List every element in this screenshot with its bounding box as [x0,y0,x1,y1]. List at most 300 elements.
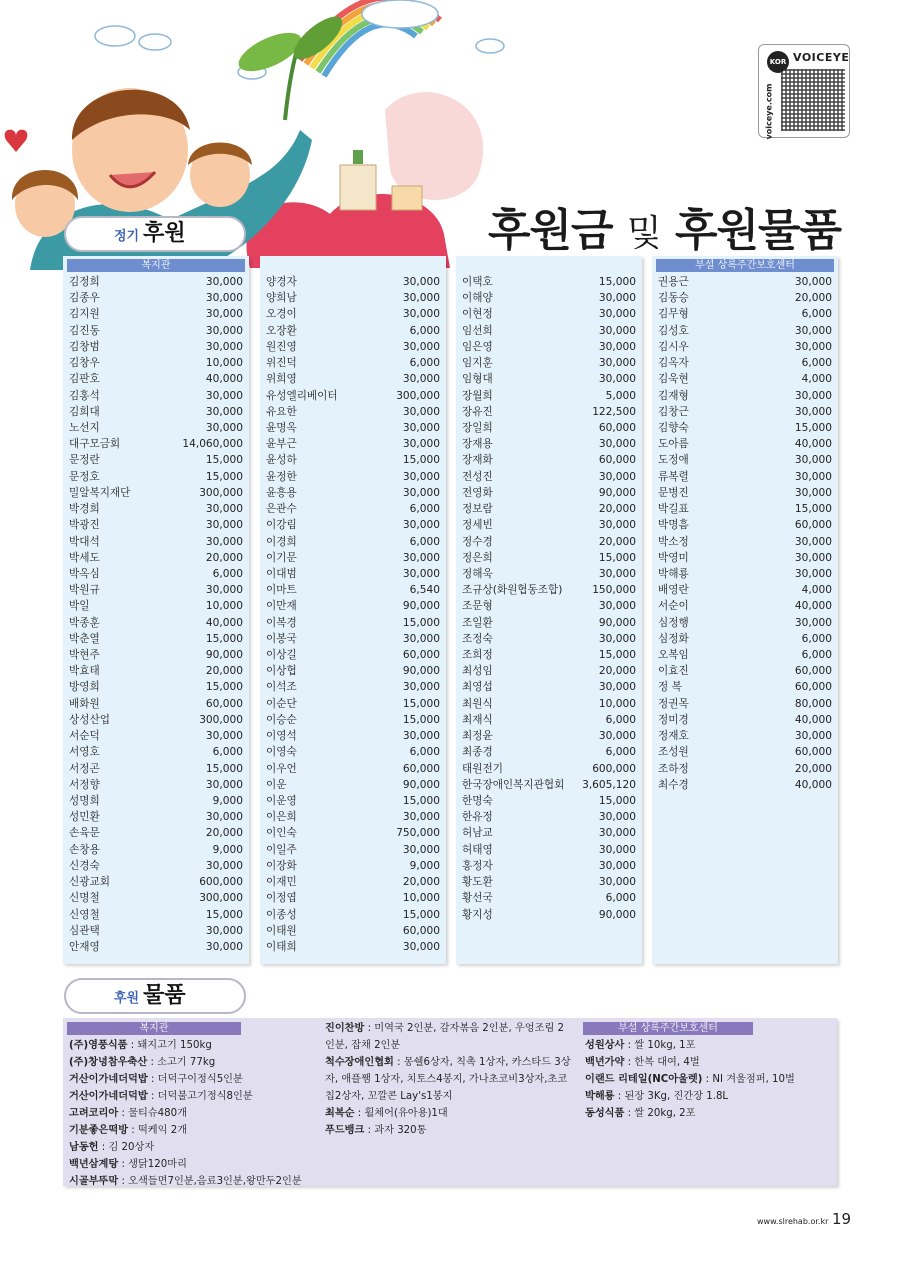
donation-amount: 30,000 [598,632,636,645]
donation-amount: 30,000 [794,324,832,337]
donor-row [266,761,440,777]
donor-name: 박춘열 [69,632,100,645]
donor-name: 김홍석 [69,389,100,402]
donor-row [69,371,243,387]
donor-row [69,679,243,695]
donation-amount: 30,000 [402,470,440,483]
donor-row [69,615,243,631]
donor-list [63,274,249,955]
donation-amount: 30,000 [402,292,440,305]
donor-row [462,728,636,744]
donation-amount: 30,000 [402,519,440,532]
donation-amount: 60,000 [794,519,832,532]
donor-row [266,323,440,339]
donation-amount: 20,000 [205,827,243,840]
donor-name: 서정곤 [69,762,100,775]
donation-amount: 20,000 [598,503,636,516]
donor-name: 장재용 [462,438,493,451]
donor-row [462,858,636,874]
kor-mark: KOR [767,51,789,73]
goods-donor: 푸드뱅크 [325,1125,365,1136]
goods-item [69,1173,309,1190]
donor-row [658,274,832,290]
donor-row [266,469,440,485]
donation-amount: 6,000 [409,324,440,337]
donor-name: 문정란 [69,454,100,467]
donation-amount: 20,000 [598,665,636,678]
donor-row [658,469,832,485]
donation-amount: 60,000 [598,421,636,434]
donor-row [266,923,440,939]
donation-amount: 15,000 [402,454,440,467]
donor-name: 조일환 [462,616,493,629]
donation-amount: 40,000 [794,778,832,791]
donor-row [658,744,832,760]
donation-amount: 300,000 [396,389,440,402]
donation-amount: 10,000 [205,357,243,370]
donation-amount: 30,000 [598,438,636,451]
donor-row [69,323,243,339]
goods-item [69,1105,309,1122]
donor-name: 김향숙 [658,421,689,434]
donation-amount: 30,000 [402,421,440,434]
donor-name: 임은영 [462,340,493,353]
donor-row [462,744,636,760]
donor-name: 박해룡 [658,567,689,580]
donation-amount: 30,000 [598,811,636,824]
donor-name: 황도환 [462,876,493,889]
donor-row [462,371,636,387]
donation-amount: 20,000 [794,292,832,305]
column-header: 복지관 [67,259,245,272]
donation-amount: 30,000 [598,876,636,889]
pink-blob [385,92,483,200]
goods-donor: 이랜드 리테일(NC아울렛) [585,1074,703,1085]
donation-amount: 30,000 [402,681,440,694]
goods-description: : 과자 320통 [364,1125,427,1136]
donor-name: 이운 [266,778,287,791]
donor-row [69,501,243,517]
donor-row [658,631,832,647]
donor-name: 이인숙 [266,827,297,840]
donation-amount: 30,000 [598,357,636,370]
goods-item [69,1071,309,1088]
donation-amount: 30,000 [794,535,832,548]
page-title: 후원금 및 후원물품 [488,205,841,256]
donor-row [462,290,636,306]
donor-row [658,761,832,777]
donor-row [266,809,440,825]
donation-amount: 6,000 [409,357,440,370]
donor-name: 김진동 [69,324,100,337]
donor-row [69,777,243,793]
donor-row [69,809,243,825]
footer-url: www.slrehab.or.kr [757,1217,829,1226]
donor-row [69,874,243,890]
donor-name: 조규상(화원협동조합) [462,584,563,597]
goods-donor: (주)창녕참우축산 [69,1057,148,1068]
donor-name: 문병진 [658,486,689,499]
donation-amount: 20,000 [205,551,243,564]
donor-name: 최성임 [462,665,493,678]
donation-amount: 30,000 [205,519,243,532]
donation-amount: 10,000 [205,600,243,613]
donor-row [69,388,243,404]
donor-row [69,728,243,744]
donation-amount: 30,000 [402,843,440,856]
donation-amount: 30,000 [402,811,440,824]
donor-row [462,550,636,566]
goods-donor: 최복순 [325,1108,355,1119]
donor-name: 김시우 [658,340,689,353]
goods-donor: (주)영풍식품 [69,1040,128,1051]
donation-amount: 60,000 [402,649,440,662]
donor-row [462,469,636,485]
donor-row [462,663,636,679]
donation-amount: 30,000 [598,567,636,580]
donor-row [658,712,832,728]
donation-amount: 30,000 [794,567,832,580]
donor-name: 은관수 [266,503,297,516]
donor-row [462,809,636,825]
donation-amount: 30,000 [402,940,440,953]
donation-amount: 750,000 [396,827,440,840]
donation-amount: 3,605,120 [582,778,636,791]
donation-amount: 15,000 [794,421,832,434]
donation-amount: 30,000 [794,454,832,467]
goods-description: : 소고기 77kg [147,1057,216,1068]
goods-description: : 생닭120마리 [118,1159,187,1170]
donation-amount: 30,000 [205,859,243,872]
donor-name: 이해양 [462,292,493,305]
donor-row [69,858,243,874]
donation-amount: 30,000 [205,308,243,321]
goods-item [69,1037,309,1054]
donor-row [69,566,243,582]
donor-name: 밀알복지재단 [69,486,131,499]
goods-donor: 동성식품 [585,1108,625,1119]
donor-name: 이재민 [266,876,297,889]
donor-name: 정재호 [658,730,689,743]
donation-amount: 5,000 [605,389,636,402]
donor-row [69,534,243,550]
donor-row [266,793,440,809]
donation-amount: 30,000 [402,632,440,645]
donor-name: 신명철 [69,892,100,905]
donor-row [69,550,243,566]
donor-name: 이복경 [266,616,297,629]
donation-amount: 60,000 [598,454,636,467]
donor-row [266,420,440,436]
donation-amount: 15,000 [402,908,440,921]
donation-amount: 4,000 [801,584,832,597]
goods-description: : 미역국 2인분, 감자볶음 2인분, 우엉조림 2 인분, 잡채 2인분 [325,1023,565,1051]
donor-name: 김창우 [69,357,100,370]
donor-name: 이효진 [658,665,689,678]
donor-name: 이현정 [462,308,493,321]
donor-name: 윤흥용 [266,486,297,499]
donor-name: 이대범 [266,567,297,580]
donor-name: 서순덕 [69,730,100,743]
donation-amount: 60,000 [205,697,243,710]
donor-row [69,420,243,436]
donor-row [266,598,440,614]
donation-amount: 30,000 [794,730,832,743]
donation-amount: 30,000 [794,276,832,288]
donor-name: 박현주 [69,649,100,662]
donor-name: 윤부근 [266,438,297,451]
donor-name: 김지원 [69,308,100,321]
donor-row [69,290,243,306]
donor-row [658,728,832,744]
goods-description: : 더덕구이정식5인분 [147,1074,243,1085]
donor-row [266,388,440,404]
donation-amount: 60,000 [402,924,440,937]
donor-name: 장재화 [462,454,493,467]
donor-name: 조희정 [462,649,493,662]
donation-amount: 30,000 [402,276,440,288]
donor-name: 이마트 [266,584,297,597]
donation-amount: 30,000 [598,519,636,532]
donor-row [266,777,440,793]
donor-name: 신광교회 [69,876,110,889]
goods-col-2 [325,1020,571,1139]
donation-amount: 60,000 [794,681,832,694]
donor-row [658,501,832,517]
goods-description: : 더덕불고기정식8인분 [147,1091,253,1102]
donor-row [462,452,636,468]
donation-amount: 20,000 [794,762,832,775]
donor-row [266,306,440,322]
donor-name: 이은희 [266,811,297,824]
goods-item [585,1088,825,1105]
donor-row [69,923,243,939]
donor-name: 류복렬 [658,470,689,483]
donor-name: 박소정 [658,535,689,548]
column-header: 부설 상록주간보호센터 [656,259,834,272]
goods-header-welfare: 복지관 [67,1022,241,1035]
donor-row [462,825,636,841]
donor-row [266,907,440,923]
donation-amount: 90,000 [205,649,243,662]
donor-name: 박세도 [69,551,100,564]
donor-name: 도정애 [658,454,689,467]
donor-row [69,436,243,452]
donor-name: 원진영 [266,340,297,353]
donor-name: 오경이 [266,308,297,321]
donor-name: 한국장애인복지관협회 [462,778,565,791]
donor-row [69,339,243,355]
donor-row [266,274,440,290]
donation-amount: 15,000 [598,795,636,807]
donor-name: 박원규 [69,584,100,597]
donor-name: 허태영 [462,843,493,856]
donor-name: 김동승 [658,292,689,305]
donor-name: 안재영 [69,940,100,953]
donor-name: 임형대 [462,373,493,386]
donor-name: 정해욱 [462,567,493,580]
goods-col-1 [69,1037,309,1190]
donor-row [266,436,440,452]
donor-row [462,306,636,322]
donor-name: 유성엘리베이터 [266,389,338,402]
donor-name: 신경숙 [69,859,100,872]
donation-amount: 80,000 [794,697,832,710]
donor-name: 서순이 [658,600,689,613]
goods-donor: 진이찬방 [325,1023,365,1034]
donor-name: 심정화 [658,632,689,645]
donor-row [69,696,243,712]
donation-amount: 30,000 [402,730,440,743]
donor-name: 서영호 [69,746,100,759]
donor-name: 심정행 [658,616,689,629]
donation-amount: 15,000 [598,551,636,564]
donor-row [266,858,440,874]
donor-row [462,274,636,290]
donation-amount: 15,000 [402,713,440,726]
donation-amount: 6,540 [409,584,440,597]
donor-row [658,371,832,387]
donation-amount: 6,000 [409,503,440,516]
donor-name: 이운영 [266,795,297,807]
donor-name: 박명흠 [658,519,689,532]
donor-name: 이상길 [266,649,297,662]
donor-row [69,452,243,468]
donor-name: 대구모금회 [69,438,121,451]
donation-amount: 15,000 [205,762,243,775]
donation-amount: 15,000 [794,503,832,516]
donor-name: 홍정자 [462,859,493,872]
donor-name: 최재식 [462,713,493,726]
goods-item [325,1020,571,1054]
donor-name: 박옥심 [69,567,100,580]
goods-donor: 박해룡 [585,1091,615,1102]
donor-name: 최수경 [658,778,689,791]
donor-name: 양희남 [266,292,297,305]
donor-row [462,761,636,777]
goods-donor: 거산이가네더덕밥 [69,1074,148,1085]
donor-row [266,728,440,744]
donor-name: 문정호 [69,470,100,483]
donor-row [658,339,832,355]
donor-row [658,615,832,631]
donation-amount: 40,000 [205,616,243,629]
donor-row [69,598,243,614]
goods-item [585,1037,825,1054]
donor-name: 김창범 [69,340,100,353]
goods-item [69,1054,309,1071]
donor-name: 윤명옥 [266,421,297,434]
goods-donor: 백년가약 [585,1057,625,1068]
donation-amount: 30,000 [402,340,440,353]
donation-amount: 30,000 [598,730,636,743]
donor-row [658,663,832,679]
donor-row [462,501,636,517]
donor-name: 위희영 [266,373,297,386]
donor-row [69,404,243,420]
donor-name: 유요한 [266,405,297,418]
donor-name: 양경자 [266,276,297,288]
donation-amount: 15,000 [598,276,636,288]
donor-name: 태원전기 [462,762,503,775]
donor-row [69,306,243,322]
donor-row [69,825,243,841]
donation-amount: 30,000 [402,438,440,451]
donation-amount: 30,000 [598,340,636,353]
goods-box [63,1018,837,1186]
donor-row [69,355,243,371]
donation-amount: 6,000 [605,892,636,905]
donation-amount: 30,000 [205,811,243,824]
goods-donor: 기분좋은떡방 [69,1125,129,1136]
donor-name: 이우언 [266,762,297,775]
donor-row [266,339,440,355]
donor-row [658,534,832,550]
donation-amount: 15,000 [205,454,243,467]
donor-row [462,907,636,923]
donor-row [266,550,440,566]
goods-item [585,1105,825,1122]
goods-description: : 김 20상자 [98,1142,155,1153]
donation-amount: 30,000 [794,340,832,353]
donor-name: 권용근 [658,276,689,288]
donation-amount: 40,000 [794,713,832,726]
donor-name: 최종경 [462,746,493,759]
goods-donor: 척수장애인협회 [325,1057,394,1068]
donation-amount: 10,000 [598,697,636,710]
donor-row [462,339,636,355]
donation-amount: 600,000 [592,762,636,775]
donation-amount: 300,000 [199,486,243,499]
donor-row [658,598,832,614]
donation-amount: 60,000 [402,762,440,775]
donor-name: 박영미 [658,551,689,564]
donor-name: 이상협 [266,665,297,678]
goods-description: : 쌀 10kg, 1포 [624,1040,696,1051]
donor-name: 윤정한 [266,470,297,483]
donor-row [69,744,243,760]
donation-amount: 6,000 [409,535,440,548]
donor-row [69,761,243,777]
donation-amount: 6,000 [409,746,440,759]
donor-row [266,744,440,760]
goods-item [69,1156,309,1173]
donor-name: 김판호 [69,373,100,386]
goods-col-3 [585,1037,825,1122]
donor-name: 한명숙 [462,795,493,807]
donation-amount: 300,000 [199,713,243,726]
donor-column-1 [63,256,249,964]
donation-amount: 30,000 [598,292,636,305]
donor-name: 윤성하 [266,454,297,467]
donor-name: 김성호 [658,324,689,337]
donor-name: 김재형 [658,389,689,402]
donation-amount: 30,000 [205,924,243,937]
donor-row [69,469,243,485]
donor-row [69,842,243,858]
donor-name: 장일희 [462,421,493,434]
goods-item [69,1139,309,1156]
donor-name: 이기문 [266,551,297,564]
goods-donor: 성원상사 [585,1040,625,1051]
donor-name: 이영석 [266,730,297,743]
goods-header-daycare: 부설 상록주간보호센터 [583,1022,753,1035]
goods-item [585,1054,825,1071]
donation-amount: 30,000 [205,730,243,743]
donation-amount: 60,000 [794,665,832,678]
donation-amount: 90,000 [402,778,440,791]
goods-donor: 시골부뚜막 [69,1176,119,1187]
